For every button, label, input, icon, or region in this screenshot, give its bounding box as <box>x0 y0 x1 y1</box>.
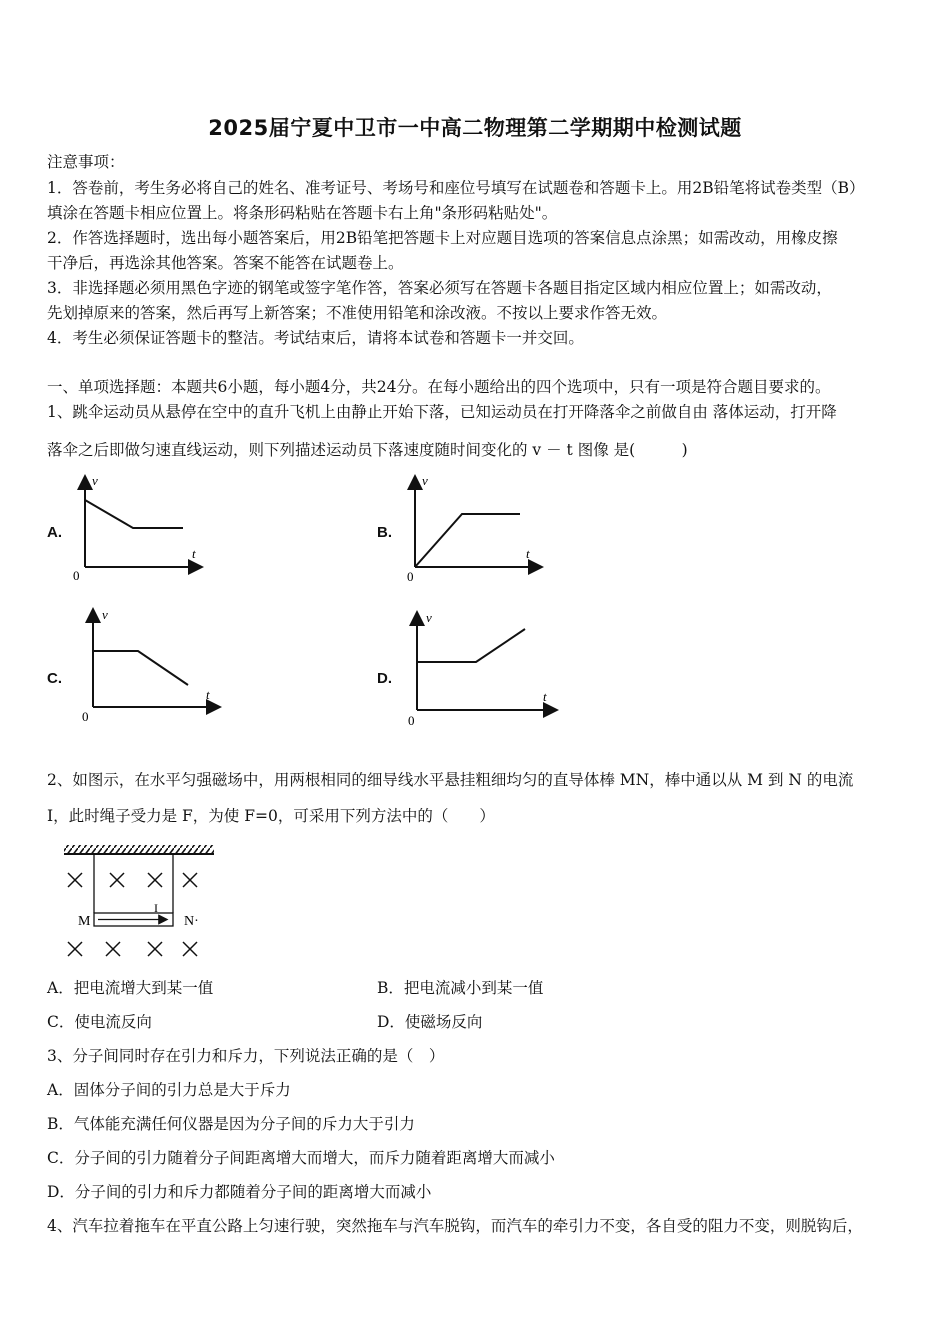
q2-option-d: D．使磁场反向 <box>377 1013 483 1031</box>
q2-option-a: A．把电流增大到某一值 <box>47 979 214 997</box>
ceiling-hatch <box>64 845 214 854</box>
q1-stem-line1: 1、跳伞运动员从悬停在空中的直升飞机上由静止开始下落，已知运动员在打开降落伞之前做自由 落体运动，打开降 <box>47 403 837 421</box>
q3-option-c: C．分子间的引力随着分子间距离增大而增大，而斥力随着距离增大而减小 <box>47 1149 555 1167</box>
axis-v-label: v <box>92 473 98 488</box>
notice-line: 填涂在答题卡相应位置上。将条形码粘贴在答题卡右上角"条形码粘贴处"。 <box>47 204 558 222</box>
q1-graph-c <box>78 603 228 725</box>
q3-option-a: A．固体分子间的引力总是大于斥力 <box>47 1081 291 1099</box>
q1-graph-b <box>398 470 548 585</box>
q1-option-b-label: B. <box>377 524 392 541</box>
axis-t-label: t <box>526 546 530 561</box>
q3-option-d: D．分子间的引力和斥力都随着分子间的距离增大而减小 <box>47 1183 432 1201</box>
q1-option-a-label: A. <box>47 524 62 541</box>
axis-t-label: t <box>206 687 210 702</box>
current-label: I <box>154 901 158 915</box>
origin-label: 0 <box>408 713 415 728</box>
q1-option-c-label: C. <box>47 670 62 687</box>
q1-graph-d <box>400 608 560 730</box>
notice-line: 3．非选择题必须用黑色字迹的钢笔或签字笔作答，答案必须写在答题卡各题目指定区域内相应位置上；如需改动， <box>47 279 832 297</box>
velocity-curve <box>93 651 188 685</box>
notice-heading: 注意事项： <box>47 153 125 171</box>
notice-line: 2．作答选择题时，选出每小题答案后，用2B铅笔把答题卡上对应题目选项的答案信息点涂黑；如需改动，用橡皮擦 <box>47 229 838 247</box>
velocity-curve <box>415 514 520 567</box>
page-title: 2025届宁夏中卫市一中高二物理第二学期期中检测试题 <box>208 116 742 140</box>
q2-magnetic-field-figure <box>60 840 220 965</box>
q1-option-d-label: D. <box>377 670 392 687</box>
q3-option-b: B．气体能充满任何仪器是因为分子间的斥力大于引力 <box>47 1115 415 1133</box>
velocity-curve <box>417 629 525 662</box>
notice-line: 干净后，再选涂其他答案。答案不能答在试题卷上。 <box>47 254 404 272</box>
q2-option-c: C．使电流反向 <box>47 1013 152 1031</box>
axis-v-label: v <box>102 607 108 622</box>
axis-t-label: t <box>192 546 196 561</box>
origin-label: 0 <box>407 569 414 584</box>
q2-stem-line2: I，此时绳子受力是 F，为使 F=0，可采用下列方法中的（ ） <box>47 807 495 825</box>
q3-stem: 3、分子间同时存在引力和斥力，下列说法正确的是（ ） <box>47 1047 445 1065</box>
notice-line: 1．答卷前，考生务必将自己的姓名、准考证号、考场号和座位号填写在试题卷和答题卡上。用2B铅笔将试卷类型（B） <box>47 179 865 197</box>
q4-stem-line1: 4、汽车拉着拖车在平直公路上匀速行驶，突然拖车与汽车脱钩，而汽车的牵引力不变，各自受的阻力不变，则脱钩后， <box>47 1217 863 1235</box>
label-m: M <box>78 914 91 929</box>
velocity-curve <box>85 500 183 528</box>
section-heading: 一、单项选择题：本题共6小题，每小题4分，共24分。在每小题给出的四个选项中，只有一项是符合题目要求的。 <box>47 378 831 396</box>
q2-stem-line1: 2、如图示，在水平匀强磁场中，用两根相同的细导线水平悬挂粗细均匀的直导体棒 MN，棒中通以从 M 到 N 的电流 <box>47 771 854 789</box>
axis-v-label: v <box>426 610 432 625</box>
origin-label: 0 <box>82 709 89 724</box>
axis-v-label: v <box>422 473 428 488</box>
label-n: N· <box>184 914 199 929</box>
q2-option-b: B．把电流减小到某一值 <box>377 979 544 997</box>
q1-stem-line2: 落伞之后即做匀速直线运动，则下列描述运动员下落速度随时间变化的 v － t 图像 是( ) <box>47 441 688 459</box>
q1-graph-a <box>68 470 208 585</box>
origin-label: 0 <box>73 568 80 583</box>
notice-line: 先划掉原来的答案，然后再写上新答案；不准使用铅笔和涂改液。不按以上要求作答无效。 <box>47 304 668 322</box>
notice-line: 4．考生必须保证答题卡的整洁。考试结束后，请将本试卷和答题卡一并交回。 <box>47 329 584 347</box>
axis-t-label: t <box>543 689 547 704</box>
